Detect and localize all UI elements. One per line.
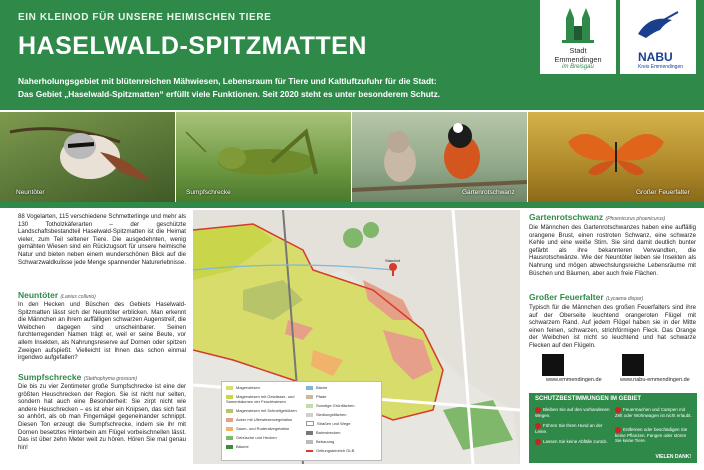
legend-item <box>226 435 277 440</box>
legend-swatch <box>226 427 233 431</box>
heading-neuntoeter-text: Neuntöter <box>18 290 59 300</box>
rule-text: Führen Sie Ihren Hund an der Leine. <box>535 423 603 434</box>
intro-text <box>18 75 528 101</box>
stadt-logo-line-1: Stadt <box>569 46 587 55</box>
legend-label: Bebauung <box>316 439 335 444</box>
legend-item <box>226 426 289 431</box>
rule-text: Lassen Sie keine Abfälle zurück. <box>543 439 608 444</box>
legend-label: Magerwiesen mit Schnellgehölzen <box>236 408 297 413</box>
photo-caption-1: Neuntöter <box>16 189 45 196</box>
legend-item <box>226 394 300 404</box>
map-legend <box>221 381 382 461</box>
heading-feuerfalter-latin: (Lycaena dispar) <box>606 296 644 302</box>
legend-swatch <box>306 431 313 435</box>
legend-swatch <box>306 421 314 426</box>
legend-swatch <box>306 413 313 417</box>
heading-neuntoeter-latin: (Lanius collurio) <box>60 294 96 300</box>
legend-label: Acker mit Uferwiesenvegetation <box>236 417 293 422</box>
heading-sumpfschrecke <box>18 372 137 382</box>
heading-gartenrotschwanz-latin: (Phoenicurus phoenicurus) <box>605 216 666 222</box>
legend-label: Bäche <box>316 385 328 390</box>
legend-swatch <box>306 440 313 444</box>
legend-label: Gebüsche und Hecken <box>236 435 277 440</box>
legend-label: Pfade <box>316 394 327 399</box>
rule-text: Feuermachen und Campen mit Zelt oder Wohnwagen ist nicht erlaubt. <box>615 407 692 418</box>
gartenrotschwanz-paragraph: Die Männchen des Gartenrotschwanzes haben eine auffällig orangene Brust, einen rostroten Schwanz, eine schwarze Kehle und eine weiße Stirn. Sie sind damit deutlich bunter gefärbt als ihre bekannteren Verwandten, die Hausrotschwänze. Wie der Neuntöter lieben sie Insekten als Nahrung und mögen abwechslungsreiche Lebensräume mit Büschen und Bäumen, aber auch freie Flächen. <box>529 224 696 277</box>
legend-swatch <box>306 450 313 452</box>
legend-swatch <box>306 404 313 408</box>
thanks-text: VIELEN DANK! <box>655 454 691 460</box>
legend-label: Saum- und Ruderalvegetation <box>236 426 290 431</box>
qr-code-icon[interactable] <box>622 354 644 376</box>
legend-item <box>226 408 297 413</box>
legend-swatch <box>226 445 233 449</box>
legend-item <box>306 448 354 453</box>
legend-label: Siedlungsflächen <box>316 412 347 417</box>
legend-item <box>306 412 346 417</box>
rule-item <box>615 427 693 443</box>
photo-caption-4: Großer Feuerfalter <box>636 189 690 196</box>
photo-gartenrotschwanz <box>352 112 527 202</box>
stadt-emmendingen-logo <box>540 0 616 74</box>
heading-feuerfalter-text: Großer Feuerfalter <box>529 292 604 302</box>
legend-swatch <box>306 395 313 399</box>
page-title: HASELWALD-SPITZMATTEN <box>18 32 367 60</box>
nabu-subtitle: Kreis Emmendingen <box>638 64 684 70</box>
photo-feuerfalter <box>528 112 704 202</box>
stadt-logo-line-3: im Breisgau <box>562 64 594 70</box>
photo-neuntoeter <box>0 112 175 202</box>
legend-item <box>306 385 327 390</box>
legend-item <box>226 385 260 390</box>
url-emmendingen[interactable]: www.emmendingen.de <box>546 377 602 383</box>
legend-item <box>226 444 249 449</box>
nabu-wordmark: NABU <box>638 50 673 64</box>
stadt-logo-line-2: Emmendingen <box>554 55 602 64</box>
heading-sumpfschrecke-text: Sumpfschrecke <box>18 372 82 382</box>
protection-rules-box <box>529 393 697 463</box>
intro-line-2: Das Gebiet „Haselwald-Spitzmatten“ erfüllt viele Funktionen. Seit 2020 steht es unter besonderem Schutz. <box>18 89 441 99</box>
stork-icon <box>620 0 696 48</box>
photo-sumpfschrecke <box>176 112 351 202</box>
sumpfschrecke-paragraph: Die bis zu vier Zentimeter große Sumpfschrecke ist eine der größten Heuschrecken der Region. Sie ist nicht nur selten, sondern hat auch eine Besonderheit: Sie zirpt nicht wie andere Heuschrecken – es ist eher ein Knipsen, das sich fast so anhört, als ob man Fingernägel gegeneinander schnippt. Diesen Ton erzeugt die Sumpfschrecke, indem sie ihr mit Dornen besetztes Hinterbein am Flügel vorbeischnellen lässt. Das ist über zehn Meter weit zu hören. Hören Sie mal genau hin! <box>18 383 186 451</box>
legend-label: Bäume <box>236 444 249 449</box>
qr-code-icon[interactable] <box>542 354 564 376</box>
neuntoeter-paragraph: In den Hecken und Büschen des Gebiets Haselwald-Spitzmatten lässt sich der Neuntöter erblicken. Man erkennt die Männchen an ihrem auffälligen schwarzen Augenstreif, die Weibchen dagegen sind unscheinbarer. Seinen furchterregenden Namen trägt er, weil er seine Beute, vor allem Insekten, als Nahrungsreserve auf Dornen oder spitzen Zweigen aufspießt. Vielleicht ist Ihnen das schon einmal irgendwo aufgefallen? <box>18 301 186 362</box>
header-kicker: EIN KLEINOD FÜR UNSERE HEIMISCHEN TIERE <box>18 12 272 23</box>
rule-text: Bleiben Sie auf den vorhandenen Wegen. <box>535 407 610 418</box>
legend-label: Sonstige Grünflächen <box>316 403 355 408</box>
legend-label: Bahnstrecken <box>316 430 341 435</box>
rule-item <box>615 407 693 418</box>
legend-swatch <box>226 386 233 390</box>
legend-item <box>306 403 354 408</box>
heading-neuntoeter <box>18 290 96 300</box>
legend-label: Magerwiesen <box>236 385 260 390</box>
legend-item <box>306 430 340 435</box>
heading-feuerfalter <box>529 292 643 302</box>
castle-icon <box>540 0 616 46</box>
rule-item <box>535 407 613 418</box>
legend-label: Geltungsbereich GLB <box>316 448 355 453</box>
legend-label: Magerwiesen mit Gewässer- und Samenbäumen der Feuchtwiesen <box>226 394 295 404</box>
legend-swatch <box>226 436 233 440</box>
rule-item <box>535 423 613 434</box>
rules-title: SCHUTZBESTIMMUNGEN IM GEBIET <box>535 396 641 402</box>
heading-gartenrotschwanz <box>529 212 665 222</box>
legend-item <box>306 394 326 399</box>
legend-item <box>226 417 292 422</box>
photo-caption-3: Gartenrotschwanz <box>462 189 515 196</box>
url-nabu[interactable]: www.nabu-emmendingen.de <box>620 377 690 383</box>
photo-caption-2: Sumpfschrecke <box>186 189 231 196</box>
prohibition-icon <box>535 439 541 445</box>
rule-text: Entfernen oder beschädigen Sie keine Pflanzen. Fangen oder stören Sie keine Tiere. <box>615 427 688 443</box>
legend-swatch <box>306 386 313 390</box>
legend-swatch <box>226 418 233 422</box>
area-map <box>193 210 520 464</box>
legend-label: Straßen und Wege <box>317 421 351 426</box>
nabu-logo <box>620 0 696 74</box>
legend-swatch <box>226 409 233 413</box>
feuerfalter-paragraph: Typisch für die Männchen des großen Feuerfalters sind ihre auf der Oberseite leuchtend orangeroten Flügel mit schwarzem Rand. Auf jedem Flügel haben sie in der Mitte einen feinen, schwarzen, strichförmigen Fleck. Das Orange der Weibchen ist nicht so leuchtend und hat schwarze Flecken auf den Flügeln. <box>529 304 696 349</box>
divider-band <box>0 202 704 208</box>
heading-gartenrotschwanz-text: Gartenrotschwanz <box>529 212 604 222</box>
legend-item <box>306 421 351 426</box>
map-marker-label: Standort <box>385 258 401 263</box>
intro-paragraph: 88 Vogelarten, 115 verschiedene Schmetterlinge und mehr als 130 Totholzkäferarten – der geschützte Landschaftsbestandteil Haselwald-Spitzmatten ist die Heimat vieler, zum Teil seltener Tiere. Die ausgedehnten, wenig gemähten Wiesen sind ein Rückzugsort für unsere heimische Natur und bieten neben einem wunderschönen Blick auf die Schwarzwaldkulisse jede Menge spannender Naturerlebnisse. <box>18 213 187 266</box>
heading-sumpfschrecke-latin: (Stethophyma grossum) <box>83 376 138 382</box>
legend-item <box>306 439 334 444</box>
rule-item <box>535 439 613 445</box>
intro-line-1: Naherholungsgebiet mit blütenreichen Mähwiesen, Lebensraum für Tiere und Kaltluftzufuhr für die Stadt: <box>18 76 437 86</box>
